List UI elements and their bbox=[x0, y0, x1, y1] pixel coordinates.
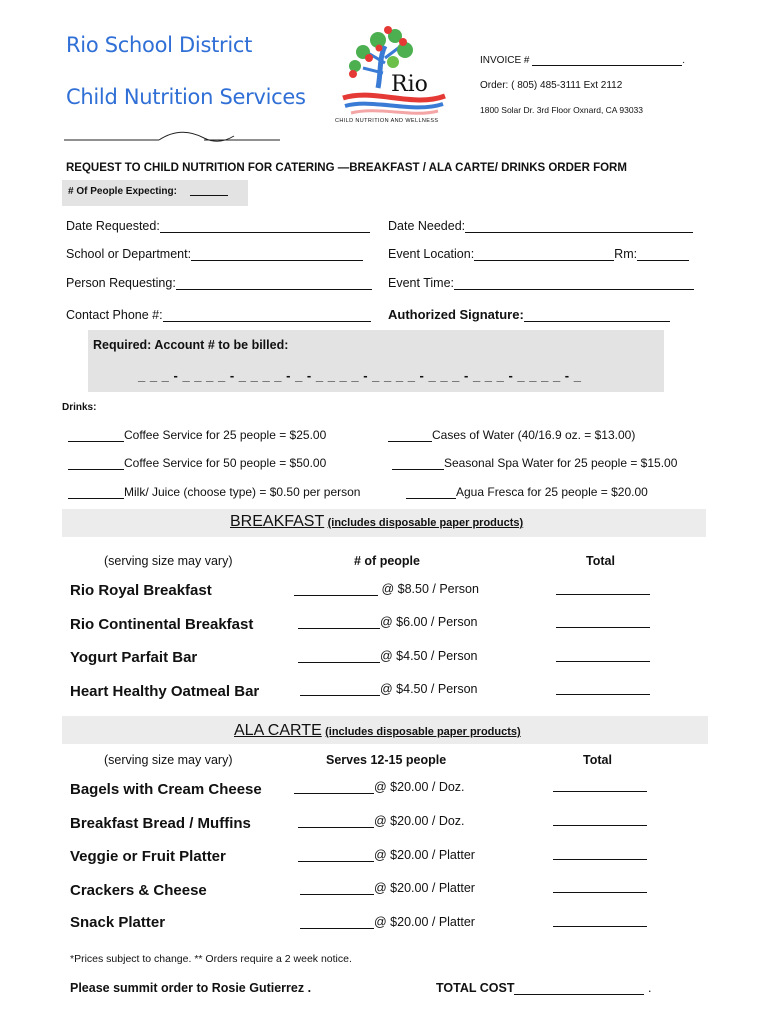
event-time-label: Event Time: bbox=[388, 276, 454, 290]
breakfast-item-price: @ $8.50 / Person bbox=[381, 582, 479, 596]
drink-label: Coffee Service for 50 people = $50.00 bbox=[124, 456, 327, 470]
breakfast-qty-field[interactable] bbox=[298, 651, 380, 663]
school-dept-label: School or Department: bbox=[66, 247, 192, 261]
date-needed-row bbox=[388, 219, 693, 233]
breakfast-item-price-row bbox=[294, 582, 479, 596]
breakfast-serving-note: (serving size may vary) bbox=[104, 554, 233, 568]
breakfast-total-field[interactable] bbox=[556, 583, 650, 595]
people-expecting-box bbox=[62, 180, 248, 206]
person-requesting-row bbox=[66, 276, 372, 290]
address: 1800 Solar Dr. 3rd Floor Oxnard, CA 93033 bbox=[480, 105, 644, 115]
form-heading: REQUEST TO CHILD NUTRITION FOR CATERING —BREAKFAST / ALA CARTE/ DRINKS ORDER FORM bbox=[66, 162, 627, 174]
drink-qty-field[interactable] bbox=[68, 487, 124, 499]
breakfast-col-people: # of people bbox=[354, 554, 420, 568]
date-requested-field[interactable] bbox=[160, 221, 370, 233]
drink-item bbox=[388, 428, 635, 442]
breakfast-item-name: Heart Healthy Oatmeal Bar bbox=[70, 683, 260, 700]
alacarte-item-price: @ $20.00 / Platter bbox=[374, 848, 475, 862]
logo-text: Rio bbox=[391, 72, 428, 97]
alacarte-total-field[interactable] bbox=[553, 848, 647, 860]
alacarte-total-field[interactable] bbox=[553, 881, 647, 893]
decorative-divider bbox=[64, 128, 284, 146]
date-needed-field[interactable] bbox=[465, 221, 693, 233]
alacarte-subtitle: (includes disposable paper products) bbox=[325, 726, 521, 738]
drink-qty-field[interactable] bbox=[68, 430, 124, 442]
breakfast-title: BREAKFAST bbox=[230, 513, 325, 530]
authorized-signature-label: Authorized Signature: bbox=[388, 307, 524, 322]
alacarte-qty-field[interactable] bbox=[298, 816, 374, 828]
drink-item bbox=[68, 456, 326, 470]
invoice-field[interactable] bbox=[532, 54, 682, 66]
rm-field[interactable] bbox=[637, 249, 689, 261]
drink-qty-field[interactable] bbox=[388, 430, 432, 442]
alacarte-qty-field[interactable] bbox=[300, 917, 374, 929]
order-phone: Order: ( 805) 485-3111 Ext 2112 bbox=[480, 80, 623, 91]
event-time-row bbox=[388, 276, 694, 290]
breakfast-qty-field[interactable] bbox=[298, 617, 380, 629]
event-location-row bbox=[388, 247, 689, 261]
drink-label: Agua Fresca for 25 people = $20.00 bbox=[456, 485, 648, 499]
department-title: Child Nutrition Services bbox=[66, 85, 306, 109]
date-needed-label: Date Needed: bbox=[388, 219, 466, 233]
drink-item bbox=[392, 456, 677, 470]
total-cost-row: TOTAL COST . bbox=[436, 981, 652, 995]
person-requesting-field[interactable] bbox=[176, 278, 372, 290]
alacarte-item-price: @ $20.00 / Platter bbox=[374, 881, 475, 895]
person-requesting-label: Person Requesting: bbox=[66, 276, 176, 290]
date-requested-row bbox=[66, 219, 370, 233]
contact-phone-label: Contact Phone #: bbox=[66, 308, 163, 322]
date-requested-label: Date Requested: bbox=[66, 219, 160, 233]
alacarte-qty-field[interactable] bbox=[300, 883, 374, 895]
contact-phone-field[interactable] bbox=[163, 310, 371, 322]
authorized-signature-field[interactable] bbox=[524, 310, 670, 322]
alacarte-total-field[interactable] bbox=[553, 780, 647, 792]
invoice-row: INVOICE # . bbox=[480, 55, 686, 66]
breakfast-item-name: Rio Royal Breakfast bbox=[70, 582, 212, 599]
logo-caption: CHILD NUTRITION AND WELLNESS bbox=[335, 118, 439, 124]
drinks-label: Drinks: bbox=[62, 402, 97, 413]
drink-label: Seasonal Spa Water for 25 people = $15.00 bbox=[444, 456, 678, 470]
alacarte-item-price-row bbox=[294, 780, 465, 794]
alacarte-qty-field[interactable] bbox=[294, 782, 374, 794]
breakfast-qty-field[interactable] bbox=[294, 584, 378, 596]
alacarte-item-name: Breakfast Bread / Muffins bbox=[70, 815, 251, 832]
total-cost-label: TOTAL COST bbox=[436, 981, 515, 995]
breakfast-item-price-row bbox=[300, 682, 477, 696]
breakfast-item-price: @ $6.00 / Person bbox=[380, 615, 478, 629]
total-cost-field[interactable] bbox=[514, 983, 644, 995]
breakfast-item-name: Yogurt Parfait Bar bbox=[70, 649, 198, 666]
breakfast-item-price: @ $4.50 / Person bbox=[380, 682, 478, 696]
drink-qty-field[interactable] bbox=[68, 458, 124, 470]
alacarte-title: ALA CARTE bbox=[234, 722, 322, 739]
alacarte-item-name: Crackers & Cheese bbox=[70, 882, 207, 899]
breakfast-heading bbox=[230, 513, 523, 531]
alacarte-item-name: Snack Platter bbox=[70, 914, 166, 931]
rm-label: Rm: bbox=[614, 247, 638, 261]
breakfast-qty-field[interactable] bbox=[300, 684, 380, 696]
alacarte-item-price: @ $20.00 / Doz. bbox=[374, 814, 465, 828]
drink-label: Milk/ Juice (choose type) = $0.50 per person bbox=[124, 485, 361, 499]
drink-item bbox=[68, 485, 360, 499]
account-number-field[interactable]: _ _ _ - _ _ _ _ - _ _ _ _ - _ - _ _ _ _ - _ _ _ _ - _ _ _ - _ _ _ - _ _ _ _ - _ bbox=[138, 368, 582, 383]
alacarte-total-field[interactable] bbox=[553, 915, 647, 927]
alacarte-col-total: Total bbox=[583, 753, 612, 767]
authorized-signature-row bbox=[388, 307, 670, 322]
rio-logo bbox=[333, 18, 453, 128]
people-expecting-field[interactable] bbox=[190, 184, 228, 196]
alacarte-item-price: @ $20.00 / Doz. bbox=[374, 780, 465, 794]
event-location-field[interactable] bbox=[474, 249, 614, 261]
event-location-label: Event Location: bbox=[388, 247, 475, 261]
drink-qty-field[interactable] bbox=[392, 458, 444, 470]
alacarte-item-name: Bagels with Cream Cheese bbox=[70, 781, 262, 798]
people-expecting-label: # Of People Expecting: bbox=[68, 186, 177, 197]
breakfast-item-price-row bbox=[298, 649, 477, 663]
event-time-field[interactable] bbox=[454, 278, 694, 290]
alacarte-total-field[interactable] bbox=[553, 814, 647, 826]
breakfast-item-price: @ $4.50 / Person bbox=[380, 649, 478, 663]
alacarte-item-price-row bbox=[298, 814, 465, 828]
breakfast-subtitle: (includes disposable paper products) bbox=[327, 517, 524, 529]
alacarte-col-people: Serves 12-15 people bbox=[326, 753, 447, 767]
alacarte-heading bbox=[234, 722, 521, 740]
breakfast-item-price-row bbox=[298, 615, 477, 629]
breakfast-col-total: Total bbox=[586, 554, 615, 568]
alacarte-item-price: @ $20.00 / Platter bbox=[374, 915, 475, 929]
breakfast-total-field[interactable] bbox=[556, 616, 650, 628]
alacarte-item-price-row bbox=[300, 881, 475, 895]
invoice-label: INVOICE # bbox=[480, 55, 530, 66]
district-title: Rio School District bbox=[66, 33, 253, 57]
breakfast-item-name: Rio Continental Breakfast bbox=[70, 616, 254, 633]
school-dept-row bbox=[66, 247, 363, 261]
drink-qty-field[interactable] bbox=[406, 487, 456, 499]
drink-item bbox=[68, 428, 326, 442]
account-label: Required: Account # to be billed: bbox=[93, 338, 289, 352]
school-dept-field[interactable] bbox=[191, 249, 363, 261]
breakfast-total-field[interactable] bbox=[556, 650, 650, 662]
alacarte-serving-note: (serving size may vary) bbox=[104, 753, 233, 767]
drink-label: Coffee Service for 25 people = $25.00 bbox=[124, 428, 327, 442]
alacarte-item-price-row bbox=[300, 915, 475, 929]
drink-item bbox=[406, 485, 648, 499]
price-note: *Prices subject to change. ** Orders require a 2 week notice. bbox=[70, 953, 352, 965]
drink-label: Cases of Water (40/16.9 oz. = $13.00) bbox=[432, 428, 636, 442]
alacarte-item-price-row bbox=[298, 848, 475, 862]
breakfast-total-field[interactable] bbox=[556, 683, 650, 695]
account-box bbox=[88, 330, 664, 392]
alacarte-qty-field[interactable] bbox=[298, 850, 374, 862]
contact-phone-row bbox=[66, 308, 371, 322]
alacarte-item-name: Veggie or Fruit Platter bbox=[70, 848, 226, 865]
submit-note: Please summit order to Rosie Gutierrez . bbox=[70, 981, 312, 995]
